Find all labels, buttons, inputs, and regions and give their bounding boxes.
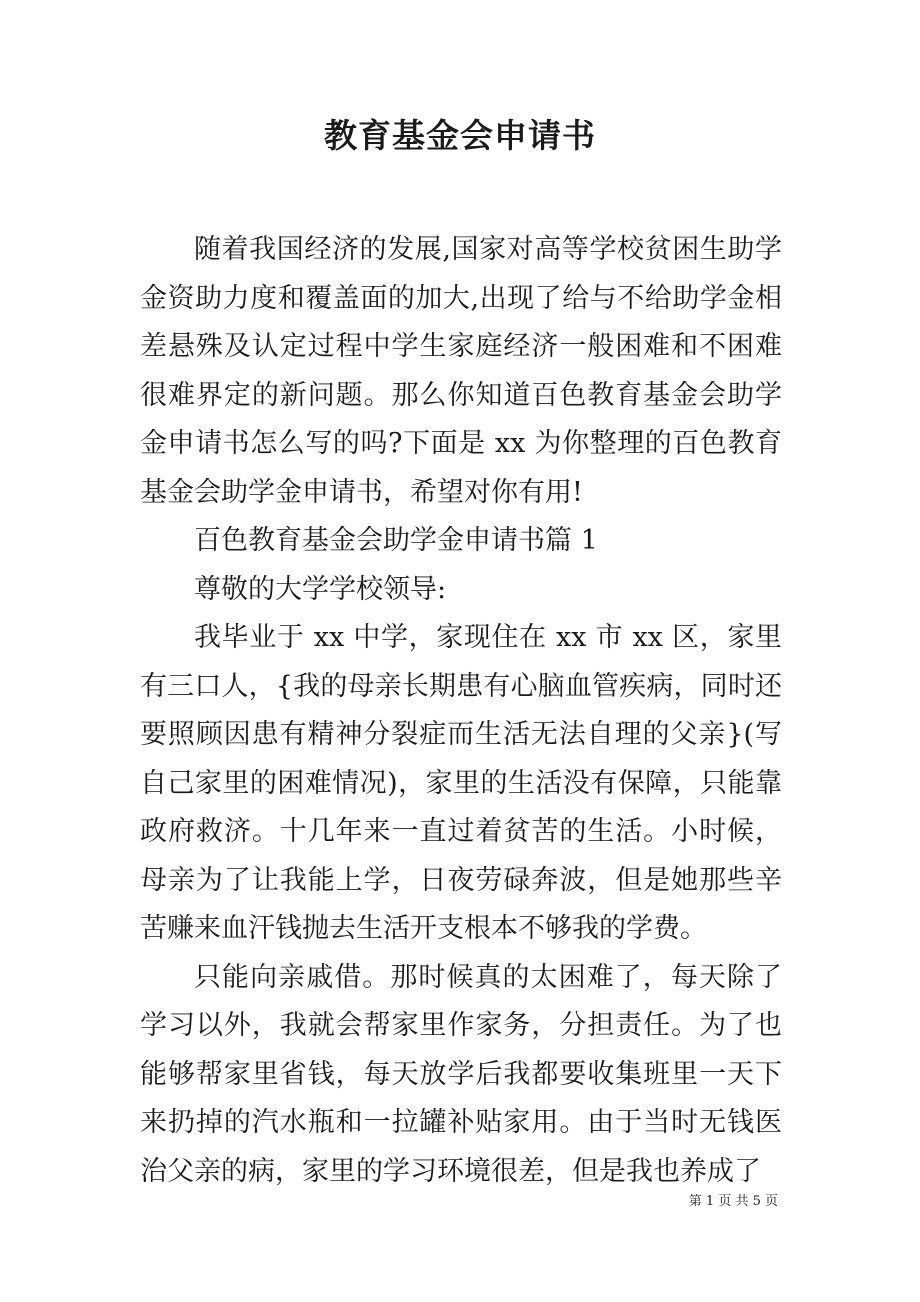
paragraph-intro: 随着我国经济的发展,国家对高等学校贫困生助学金资助力度和覆盖面的加大,出现了给与不给助学金相差悬殊及认定过程中学生家庭经济一般困难和不困难很难界定的新问题。那么你知道百色教育基金会助学金申请书怎么写的吗?下面是 xx 为你整理的百色教育基金会助学金申请书，希望对你有用! — [140, 234, 783, 508]
paragraph-section-heading: 百色教育基金会助学金申请书篇 1 — [194, 525, 598, 556]
paragraph-salutation: 尊敬的大学学校领导: — [194, 573, 447, 605]
page-number-footer: 第 1 页 共 5 页 — [688, 1194, 778, 1209]
document-title: 教育基金会申请书 — [324, 116, 596, 155]
paragraph-hardship: 只能向亲戚借。那时候真的太困难了，每天除了学习以外，我就会帮家里作家务，分担责任。为了也能够帮家里省钱，每天放学后我都要收集班里一天下来扔掉的汽水瓶和一拉罐补贴家用。由于当时无钱医治父亲的病，家里的学习环境很差，但是我也养成了 — [140, 961, 782, 1187]
document-body — [140, 226, 782, 1196]
paragraph-family-background: 我毕业于 xx 中学，家现住在 xx 市 xx 区，家里有三口人，{我的母亲长期患有心脑血管疾病，同时还要照顾因患有精神分裂症而生活无法自理的父亲}(写自己家里的困难情况)，家里的生活没有保障，只能靠政府救济。十几年来一直过着贫苦的生活。小时候，母亲为了让我能上学，日夜劳碌奔波，但是她那些辛苦赚来血汗钱抛去生活开支根本不够我的学费。 — [140, 622, 782, 944]
